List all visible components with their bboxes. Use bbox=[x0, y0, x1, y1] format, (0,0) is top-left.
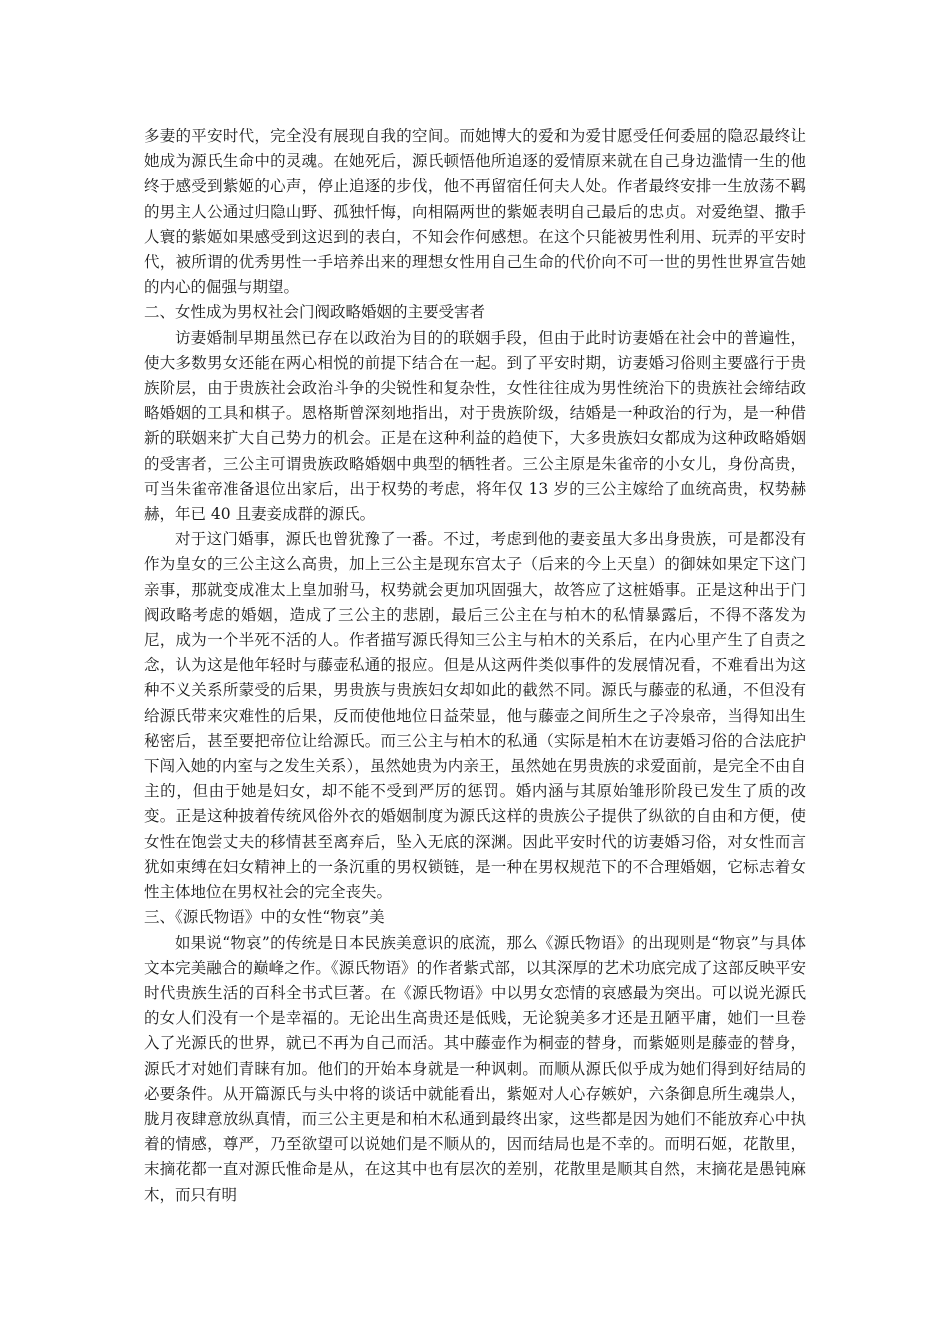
paragraph-zi-ji-continuation: 多妻的平安时代，完全没有展现自我的空间。而她博大的爱和为爱甘愿受任何委屈的隐忍最终让她成为源氏生命中的灵魂。在她死后，源氏顿悟他所追逐的爱情原来就在自己身边滥情一生的他终于感受到紫姬的心声，停止追逐的步伐，他不再留宿任何夫人处。作者最终安排一生放荡不羁的男主人公通过归隐山野、孤独忏悔，向相隔两世的紫姬表明自己最后的忠贞。对爱绝望、撒手人寰的紫姬如果感受到这迟到的表白，不知会作何感想。在这个只能被男性利用、玩弄的平安时代，被所谓的优秀男性一手培养出来的理想女性用自己生命的代价向不可一世的男性世界宣告她的内心的倔强与期望。 bbox=[144, 127, 806, 297]
paragraph-political-marriage: 访妻婚制早期虽然已存在以政治为目的的联姻手段，但由于此时访妻婚在社会中的普遍性，使大多数男女还能在两心相悦的前提下结合在一起。到了平安时期，访妻婚习俗则主要盛行于贵族阶层，由于贵族社会政治斗争的尖锐性和复杂性，女性往往成为男性统治下的贵族社会缔结政略婚姻的工具和棋子。恩格斯曾深刻地指出，对于贵族阶级，结婚是一种政治的行为，是一种借新的联姻来扩大自己势力的机会。正是在这种利益的趋使下，大多贵族妇女都成为这种政略婚姻的受害者，三公主可谓贵族政略婚姻中典型的牺牲者。三公主原是朱雀帝的小女儿，身份高贵，可当朱雀帝准备退位出家后，出于权势的考虑，将年仅 13 岁的三公主嫁给了血统高贵，权势赫赫，年已 40 且妻妾成群的源氏。 bbox=[144, 328, 806, 524]
section-heading-2: 二、女性成为男权社会门阀政略婚姻的主要受害者 bbox=[144, 303, 486, 322]
document-page bbox=[144, 124, 806, 1208]
paragraph-mono-no-aware: 如果说“物哀”的传统是日本民族美意识的底流，那么《源氏物语》的出现则是“物哀”与具体文本完美融合的巅峰之作。《源氏物语》的作者紫式部，以其深厚的艺术功底完成了这部反映平安时代贵族生活的百科全书式巨著。在《源氏物语》中以男女恋情的哀感最为突出。可以说光源氏的女人们没有一个是幸福的。无论出生高贵还是低贱，无论貌美多才还是丑陋平庸，她们一旦卷入了光源氏的世界，就已不再为自己而活。其中藤壶作为桐壶的替身，而紫姬则是藤壶的替身，源氏才对她们青睐有加。他们的开始本身就是一种讽刺。而顺从源氏似乎成为她们得到好结局的必要条件。从开篇源氏与头中将的谈话中就能看出，紫姬对人心存嫉妒，六条御息所生魂祟人，胧月夜肆意放纵真情，而三公主更是和柏木私通到最终出家，这些都是因为她们不能放弃心中执着的情感，尊严，乃至欲望可以说她们是不顺从的，因而结局也是不幸的。而明石姬，花散里，末摘花都一直对源氏惟命是从，在这其中也有层次的差别，花散里是顺其自然，末摘花是愚钝麻木，而只有明 bbox=[144, 933, 806, 1204]
section-heading-3: 三、《源氏物语》中的女性“物哀”美 bbox=[144, 908, 385, 927]
paragraph-third-princess: 对于这门婚事，源氏也曾犹豫了一番。不过，考虑到他的妻妾虽大多出身贵族，可是都没有作为皇女的三公主这么高贵，加上三公主是现东宫太子（后来的今上天皇）的御妹如果定下这门亲事，那就变成准太上皇加驸马，权势就会更加巩固强大，故答应了这桩婚事。正是这种出于门阀政略考虑的婚姻，造成了三公主的悲剧，最后三公主在与柏木的私情暴露后，不得不落发为尼，成为一个半死不活的人。作者描写源氏得知三公主与柏木的关系后，在内心里产生了自责之念，认为这是他年轻时与藤壶私通的报应。但是从这两件类似事件的发展情况看，不难看出为这种不义关系所蒙受的后果，男贵族与贵族妇女却如此的截然不同。源氏与藤壶的私通，不但没有给源氏带来灾难性的后果，反而使他地位日益荣显，他与藤壶之间所生之子冷泉帝，当得知出生秘密后，甚至要把帝位让给源氏。而三公主与柏木的私通（实际是柏木在访妻婚习俗的合法庇护下闯入她的内室与之发生关系），虽然她贵为内亲王，虽然她在男贵族的求爱面前，是完全不由自主的，但由于她是妇女，却不能不受到严厉的惩罚。婚内涵与其原始雏形阶段已发生了质的改变。正是这种披着传统风俗外衣的婚姻制度为源氏这样的贵族公子提供了纵欲的自由和方便，使女性在饱尝丈夫的移情甚至离弃后，坠入无底的深渊。因此平安时代的访妻婚习俗，对女性而言犹如束缚在妇女精神上的一条沉重的男权锁链，是一种在男权规范下的不合理婚姻，它标志着女性主体地位在男权社会的完全丧失。 bbox=[144, 530, 806, 902]
